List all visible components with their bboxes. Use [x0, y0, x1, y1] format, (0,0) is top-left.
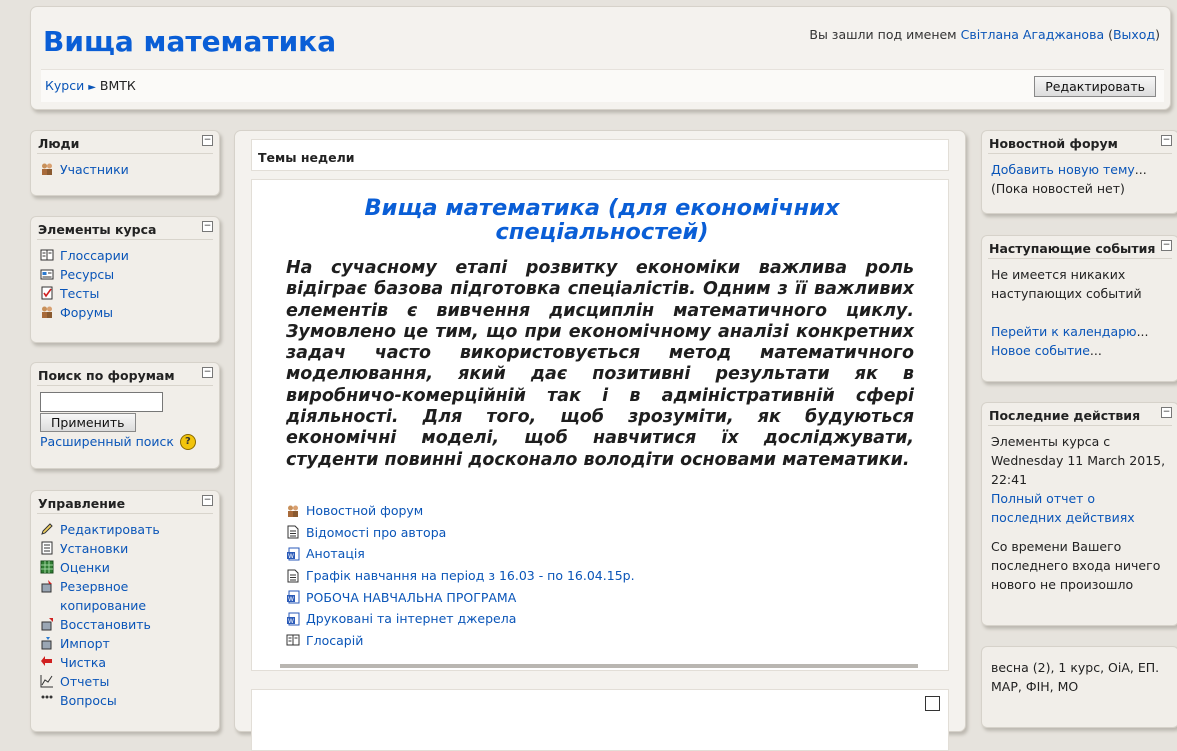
svg-text:W: W: [288, 617, 294, 625]
forum-search-block: [30, 362, 220, 469]
restore-icon: [40, 617, 54, 631]
block-header: [988, 236, 1172, 259]
course-summary: На сучасному етапі розвитку економіки важлива роль відіграє базова підготовка спеціалістів. Одним з її важливих елементів є вивчення дисциплін математичного циклу. Зумовлено це тим, що при економічному аналізі конкретних задач часто використовується метод математичного моделювання, який дає позитивні результати як в виробничо-комерційній так і в адміністративній сфері діяльності. Для того, щоб зрозуміти, як будуються економічні моделі, щоб навчитися їх досліджувати, студенти повинні досконало володіти основами математики.: [286, 258, 914, 470]
block-header: [37, 131, 213, 154]
quiz-icon: [40, 286, 54, 300]
activity-item[interactable]: [286, 543, 635, 565]
activity-link[interactable]: Відомості про автора: [306, 524, 447, 540]
login-prefix: Вы зашли под именем: [809, 27, 957, 42]
admin-backup-item[interactable]: [40, 577, 210, 615]
forum-icon: [40, 305, 54, 319]
course-list-text: весна (2), 1 курс, ОіА, ЕП. МАР, ФІН, МО: [991, 660, 1160, 694]
admin-restore-item[interactable]: [40, 615, 210, 634]
advanced-search-link[interactable]: Расширенный поиск: [40, 434, 174, 449]
reset-icon: [40, 655, 54, 669]
section-activities: [286, 500, 635, 651]
forums-link[interactable]: Форумы: [60, 305, 114, 320]
section-1: [251, 689, 949, 751]
logout-link[interactable]: Выход: [1112, 27, 1156, 42]
forum-icon: [286, 504, 300, 518]
recent-activity-block: [981, 402, 1177, 626]
block-title: Поиск по форумам: [38, 368, 175, 383]
block-title: Наступающие события: [989, 241, 1156, 256]
admin-reset-link[interactable]: Чистка: [60, 655, 107, 670]
activity-item[interactable]: [286, 522, 635, 544]
glossaries-link[interactable]: Глоссарии: [60, 248, 129, 263]
admin-restore-link[interactable]: Восстановить: [60, 617, 151, 632]
activity-item[interactable]: [286, 608, 635, 630]
page-header: [30, 6, 1171, 110]
activity-link[interactable]: Друковані та інтернет джерела: [306, 611, 517, 627]
breadcrumb: [45, 78, 136, 93]
activity-link[interactable]: Графік навчання на період з 16.03 - по 16.04.15р.: [306, 568, 635, 584]
activity-item[interactable]: [286, 565, 635, 587]
block-header: [988, 403, 1172, 426]
svg-text:W: W: [288, 596, 294, 604]
activity-item[interactable]: [286, 500, 635, 522]
admin-questions-item[interactable]: [40, 691, 210, 710]
ellipsis: ...: [1089, 343, 1102, 358]
block-header: [37, 363, 213, 386]
glossaries-item[interactable]: [40, 246, 210, 265]
quizzes-item[interactable]: [40, 284, 210, 303]
collapse-icon[interactable]: −: [1162, 135, 1171, 145]
activity-link[interactable]: Новостной форум: [306, 503, 424, 519]
resources-link[interactable]: Ресурсы: [60, 267, 115, 282]
block-header: [988, 131, 1172, 154]
course-content: [234, 130, 966, 732]
edit-mode-button[interactable]: Редактировать: [1034, 76, 1156, 97]
upcoming-events-block: [981, 235, 1177, 382]
admin-grades-link[interactable]: Оценки: [60, 560, 110, 575]
forum-search-input[interactable]: [40, 392, 163, 412]
no-events-text: Не имеется никаких наступающих событий: [991, 267, 1142, 301]
no-news-text: (Пока новостей нет): [991, 181, 1125, 196]
breadcrumb-courses-link[interactable]: Курси: [45, 78, 85, 93]
resources-item[interactable]: [40, 265, 210, 284]
block-title: Новостной форум: [989, 136, 1118, 151]
full-report-link[interactable]: Полный отчет о последних действиях: [991, 491, 1135, 525]
admin-reports-link[interactable]: Отчеты: [60, 674, 110, 689]
breadcrumb-separator-icon: ►: [88, 82, 96, 93]
site-title: Вища математика: [43, 25, 337, 58]
block-title: Последние действия: [989, 408, 1141, 423]
login-info: Вы зашли под именем Світлана Агаджанова (Выход): [809, 27, 1160, 42]
word-icon: [286, 547, 300, 561]
activities-block: [30, 216, 220, 343]
admin-settings-link[interactable]: Установки: [60, 541, 129, 556]
admin-reset-item[interactable]: [40, 653, 210, 672]
collapse-icon[interactable]: −: [203, 221, 212, 231]
section-0: [251, 179, 949, 671]
block-header: [37, 217, 213, 240]
user-profile-link[interactable]: Світлана Агаджанова: [960, 27, 1105, 42]
admin-edit-item[interactable]: [40, 520, 210, 539]
document-icon: [286, 525, 300, 539]
svg-text:W: W: [288, 552, 294, 560]
highlight-toggle-icon[interactable]: [925, 696, 940, 711]
activity-since-text: Элементы курса с Wednesday 11 March 2015, 22:41: [991, 434, 1166, 487]
reports-icon: [40, 674, 54, 688]
backup-icon: [40, 579, 54, 593]
grades-icon: [40, 560, 54, 574]
admin-grades-item[interactable]: [40, 558, 210, 577]
document-icon: [286, 569, 300, 583]
collapse-icon[interactable]: −: [1162, 407, 1171, 417]
block-title: Управление: [38, 496, 126, 511]
admin-import-link[interactable]: Импорт: [60, 636, 110, 651]
nothing-new-text: Со времени Вашего последнего входа ничего нового не произошло: [991, 539, 1161, 592]
activity-item[interactable]: [286, 630, 635, 652]
admin-backup-link[interactable]: Резервное копирование: [60, 579, 147, 613]
news-forum-block: [981, 130, 1177, 214]
navbar: [41, 69, 1164, 102]
weeks-title: Темы недели: [258, 150, 355, 165]
activity-link[interactable]: РОБОЧА НАВЧАЛЬНА ПРОГРАМА: [306, 589, 517, 605]
participants-link[interactable]: Участники: [60, 162, 129, 177]
help-icon[interactable]: ?: [180, 434, 196, 450]
import-icon: [40, 636, 54, 650]
activity-link[interactable]: Анотація: [306, 546, 365, 562]
admin-import-item[interactable]: [40, 634, 210, 653]
breadcrumb-current: ВМТК: [99, 78, 136, 93]
word-icon: [286, 612, 300, 626]
admin-edit-link[interactable]: Редактировать: [60, 522, 160, 537]
activity-item[interactable]: [286, 586, 635, 608]
section-divider: [280, 664, 918, 668]
ellipsis: ...: [1134, 162, 1147, 177]
activity-link[interactable]: Глосарій: [306, 632, 364, 648]
people-icon: [40, 162, 54, 176]
block-title: Элементы курса: [38, 222, 157, 237]
people-block: [30, 130, 220, 196]
settings-icon: [40, 541, 54, 555]
collapse-icon[interactable]: −: [203, 495, 212, 505]
glossary-icon: [40, 248, 54, 262]
administration-block: [30, 490, 220, 732]
collapse-icon[interactable]: −: [203, 135, 212, 145]
ellipsis: ...: [1136, 324, 1149, 339]
forums-item[interactable]: [40, 303, 210, 322]
edit-icon: [40, 522, 54, 536]
glossary-icon: [286, 633, 300, 647]
block-header: [37, 491, 213, 514]
courses-block: [981, 646, 1177, 728]
participants-item[interactable]: [40, 160, 210, 179]
calendar-link[interactable]: Перейти к календарю: [991, 324, 1137, 339]
collapse-icon[interactable]: −: [203, 367, 212, 377]
resource-icon: [40, 267, 54, 281]
search-apply-button[interactable]: Применить: [40, 413, 136, 432]
admin-reports-item[interactable]: [40, 672, 210, 691]
course-heading: Вища математика (для економічних спеціальностей): [364, 195, 840, 245]
block-title: Люди: [38, 136, 80, 151]
collapse-icon[interactable]: −: [1162, 240, 1171, 250]
weeks-header: [251, 139, 949, 171]
new-event-link[interactable]: Новое событие: [991, 343, 1090, 358]
quizzes-link[interactable]: Тесты: [60, 286, 100, 301]
add-topic-link[interactable]: Добавить новую тему: [991, 162, 1135, 177]
admin-questions-link[interactable]: Вопросы: [60, 693, 117, 708]
word-icon: [286, 590, 300, 604]
admin-settings-item[interactable]: [40, 539, 210, 558]
